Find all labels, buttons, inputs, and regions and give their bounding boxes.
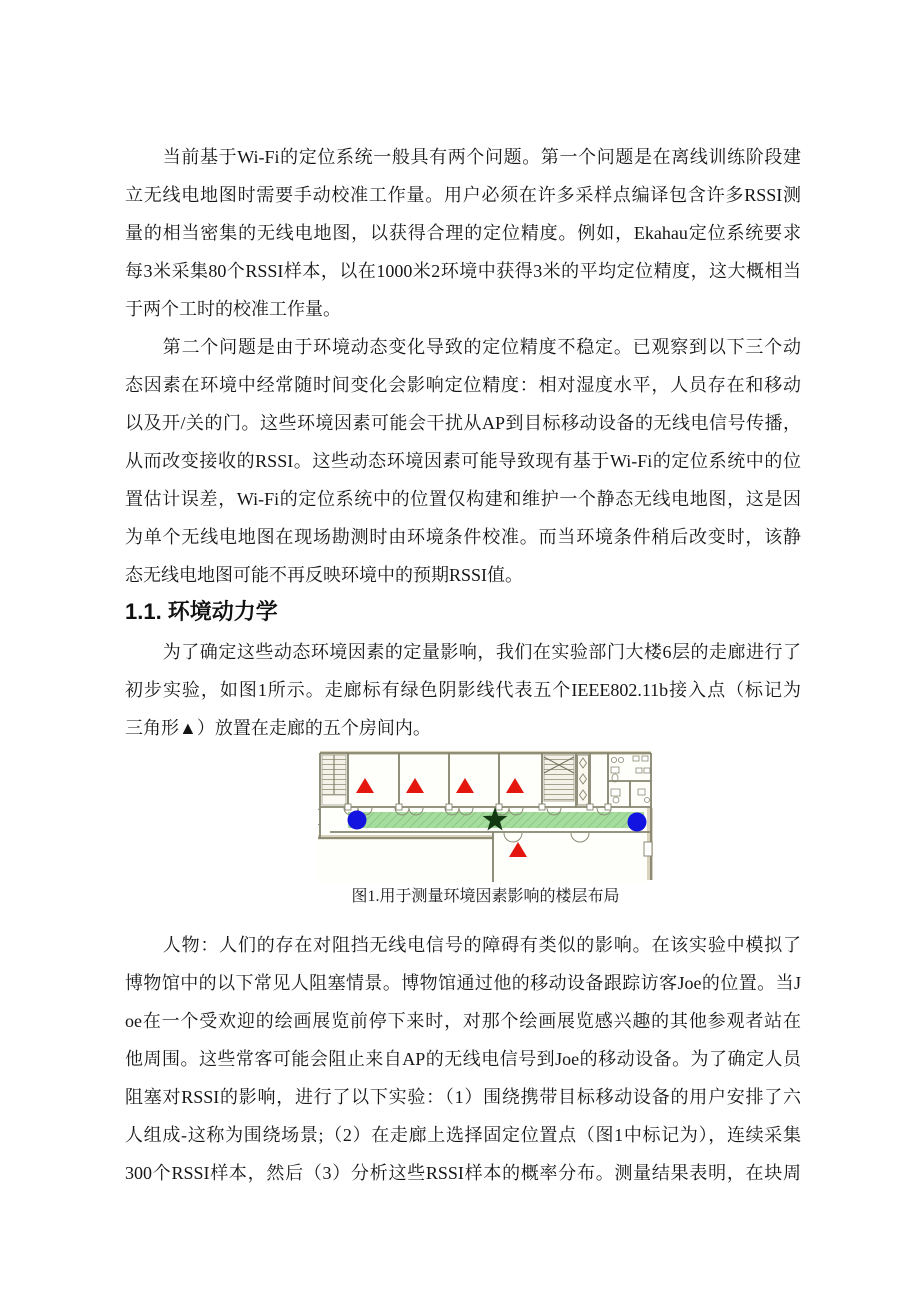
- text-line: 第二个问题是由于环境动态变化导致的定位精度不稳定。已观察到以下三个动: [162, 337, 801, 357]
- text-line: 于两个工时的校准工作量。: [125, 299, 341, 319]
- text-line: 阻塞对RSSI的影响，进行了以下实验：（1）围绕携带目标移动设备的用户安排了六: [125, 1087, 801, 1107]
- text-line: 他周围。这些常客可能会阻止来自AP的无线电信号到Joe的移动设备。为了确定人员: [125, 1049, 801, 1069]
- stairwell-middle: [544, 755, 574, 801]
- floor-plan-svg: [318, 749, 653, 882]
- text-line: 立无线电地图时需要手动校准工作量。用户必须在许多采样点编译包含许多RSSI测: [125, 185, 801, 205]
- text-line: 态无线电地图可能不再反映环境中的预期RSSI值。: [125, 565, 524, 585]
- text-line: 为单个无线电地图在现场勘测时由环境条件校准。而当环境条件稍后改变时，该静: [125, 527, 801, 547]
- blue-circle-icon: [628, 813, 647, 832]
- text-line: 量的相当密集的无线电地图，以获得合理的定位精度。例如，Ekahau定位系统要求: [125, 223, 801, 243]
- paragraph-problem-two: [125, 328, 801, 594]
- figure-1-floor-plan: [318, 749, 653, 882]
- text-line: 置估计误差，Wi-Fi的定位系统中的位置仅构建和维护一个静态无线电地图，这是因: [125, 489, 801, 509]
- blue-circle-icon: [348, 811, 367, 830]
- text-line: 从而改变接收的RSSI。这些动态环境因素可能导致现有基于Wi-Fi的定位系统中的位: [125, 451, 801, 471]
- text-line: 每3米采集80个RSSI样本，以在1000米2环境中获得3米的平均定位精度，这大概相当: [125, 261, 801, 281]
- text-line: 以及开/关的门。这些环境因素可能会干扰从AP到目标移动设备的无线电信号传播，: [125, 413, 801, 433]
- paragraph-people-blocking: [125, 926, 801, 1192]
- text-line: 300个RSSI样本，然后（3）分析这些RSSI样本的概率分布。测量结果表明，在块周: [125, 1163, 801, 1183]
- section-heading-1-1: 1.1. 环境动力学: [125, 599, 278, 624]
- text-line: 人组成-这称为围绕场景;（2）在走廊上选择固定位置点（图1中标记为），连续采集: [125, 1125, 801, 1145]
- text-line: 博物馆中的以下常见人阻塞情景。博物馆通过他的移动设备跟踪访客Joe的位置。当J: [125, 973, 801, 993]
- text-line: 为了确定这些动态环境因素的定量影响，我们在实验部门大楼6层的走廊进行了: [162, 642, 801, 662]
- text-line: 人物：人们的存在对阻挡无线电信号的障碍有类似的影响。在该实验中模拟了: [162, 935, 801, 955]
- text-line: 三角形▲）放置在走廊的五个房间内。: [125, 718, 431, 738]
- paragraph-experiment-setup: [125, 633, 801, 747]
- paragraph-problem-one: [125, 138, 801, 328]
- text-line: 当前基于Wi-Fi的定位系统一般具有两个问题。第一个问题是在离线训练阶段建: [162, 147, 801, 167]
- elevator-shaft: [578, 755, 589, 805]
- text-line: 初步实验，如图1所示。走廊标有绿色阴影线代表五个IEEE802.11b接入点（标记为: [125, 680, 801, 700]
- stairwell-left: [322, 755, 346, 805]
- text-line: 态因素在环境中经常随时间变化会影响定位精度：相对湿度水平，人员存在和移动: [125, 375, 801, 395]
- figure-1-caption: 图1.用于测量环境因素影响的楼层布局: [351, 888, 620, 905]
- text-line: oe在一个受欢迎的绘画展览前停下来时，对那个绘画展览感兴趣的其他参观者站在: [125, 1011, 801, 1031]
